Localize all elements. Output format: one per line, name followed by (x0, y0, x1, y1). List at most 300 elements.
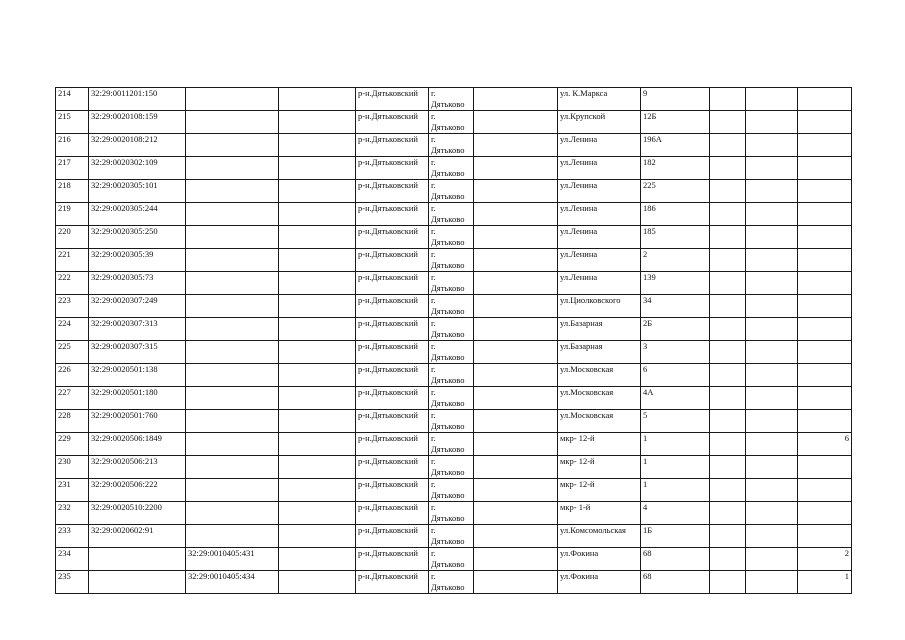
empty-cell (710, 410, 746, 433)
house-number-cell: 1 (641, 433, 710, 456)
parent-cadastral-number-cell (186, 157, 279, 180)
empty-cell (279, 571, 356, 594)
cadastral-number-cell: 32:29:0020602:91 (89, 525, 186, 548)
district-cell: р-н.Дятьковский (356, 548, 429, 571)
empty-cell (746, 203, 798, 226)
row-number-cell: 231 (56, 479, 89, 502)
empty-cell (474, 272, 558, 295)
street-cell: ул.Базарная (558, 341, 641, 364)
empty-cell (474, 479, 558, 502)
empty-cell (746, 249, 798, 272)
empty-cell (746, 295, 798, 318)
row-number-cell: 234 (56, 548, 89, 571)
district-cell: р-н.Дятьковский (356, 111, 429, 134)
city-prefix: г. (431, 226, 436, 236)
table-row (56, 180, 852, 203)
empty-cell (474, 341, 558, 364)
empty-cell (710, 387, 746, 410)
table-row (56, 571, 852, 594)
parent-cadastral-number-cell (186, 410, 279, 433)
empty-cell (710, 157, 746, 180)
city-prefix: г. (431, 203, 436, 213)
empty-cell (710, 111, 746, 134)
cadastral-number-cell: 32:29:0020305:73 (89, 272, 186, 295)
street-cell: ул.Ленина (558, 203, 641, 226)
cadastral-number-cell: 32:29:0020506:213 (89, 456, 186, 479)
district-cell: р-н.Дятьковский (356, 180, 429, 203)
house-number-cell: 225 (641, 180, 710, 203)
street-cell: ул.Ленина (558, 134, 641, 157)
empty-cell (746, 272, 798, 295)
table-row (56, 548, 852, 571)
parent-cadastral-number-cell: 32:29:0010405:431 (186, 548, 279, 571)
empty-cell (710, 203, 746, 226)
district-cell: р-н.Дятьковский (356, 249, 429, 272)
city-cell (429, 272, 474, 295)
cadastral-number-cell (89, 548, 186, 571)
parent-cadastral-number-cell (186, 433, 279, 456)
table-row (56, 341, 852, 364)
count-cell (798, 364, 852, 387)
empty-cell (746, 525, 798, 548)
empty-cell (279, 387, 356, 410)
empty-cell (746, 88, 798, 111)
house-number-cell: 4А (641, 387, 710, 410)
empty-cell (746, 387, 798, 410)
city-prefix: г. (431, 456, 436, 466)
empty-cell (474, 502, 558, 525)
empty-cell (710, 548, 746, 571)
empty-cell (710, 180, 746, 203)
street-cell: ул.Базарная (558, 318, 641, 341)
city-prefix: г. (431, 318, 436, 328)
district-cell: р-н.Дятьковский (356, 203, 429, 226)
table-row (56, 88, 852, 111)
street-cell: ул.Фокина (558, 548, 641, 571)
row-number-cell: 221 (56, 249, 89, 272)
parent-cadastral-number-cell (186, 525, 279, 548)
city-name: Дятьково (431, 306, 465, 316)
row-number-cell: 232 (56, 502, 89, 525)
street-cell: мкр- 12-й (558, 479, 641, 502)
street-cell: ул.Крупской (558, 111, 641, 134)
empty-cell (746, 157, 798, 180)
count-cell (798, 502, 852, 525)
row-number-cell: 216 (56, 134, 89, 157)
count-cell (798, 525, 852, 548)
city-name: Дятьково (431, 283, 465, 293)
row-number-cell: 230 (56, 456, 89, 479)
house-number-cell: 196А (641, 134, 710, 157)
city-name: Дятьково (431, 398, 465, 408)
city-name: Дятьково (431, 559, 465, 569)
parent-cadastral-number-cell (186, 318, 279, 341)
house-number-cell: 68 (641, 548, 710, 571)
empty-cell (710, 272, 746, 295)
district-cell: р-н.Дятьковский (356, 272, 429, 295)
empty-cell (279, 456, 356, 479)
row-number-cell: 235 (56, 571, 89, 594)
empty-cell (710, 571, 746, 594)
city-cell (429, 548, 474, 571)
count-cell (798, 410, 852, 433)
cadastral-number-cell: 32:29:0020108:212 (89, 134, 186, 157)
parent-cadastral-number-cell: 32:29:0010405:434 (186, 571, 279, 594)
city-name: Дятьково (431, 490, 465, 500)
empty-cell (474, 410, 558, 433)
empty-cell (746, 479, 798, 502)
empty-cell (710, 525, 746, 548)
row-number-cell: 229 (56, 433, 89, 456)
row-number-cell: 226 (56, 364, 89, 387)
empty-cell (279, 341, 356, 364)
table-row (56, 525, 852, 548)
city-cell (429, 341, 474, 364)
count-cell (798, 479, 852, 502)
table-row (56, 410, 852, 433)
row-number-cell: 218 (56, 180, 89, 203)
empty-cell (710, 502, 746, 525)
city-name: Дятьково (431, 122, 465, 132)
district-cell: р-н.Дятьковский (356, 341, 429, 364)
count-cell (798, 249, 852, 272)
street-cell: мкр- 12-й (558, 456, 641, 479)
house-number-cell: 186 (641, 203, 710, 226)
city-name: Дятьково (431, 260, 465, 270)
city-name: Дятьково (431, 536, 465, 546)
district-cell: р-н.Дятьковский (356, 88, 429, 111)
city-prefix: г. (431, 571, 436, 581)
house-number-cell: 3 (641, 341, 710, 364)
house-number-cell: 1 (641, 479, 710, 502)
parent-cadastral-number-cell (186, 111, 279, 134)
city-name: Дятьково (431, 329, 465, 339)
row-number-cell: 223 (56, 295, 89, 318)
street-cell: ул.Ленина (558, 272, 641, 295)
empty-cell (474, 295, 558, 318)
cadastral-number-cell: 32:29:0020302:109 (89, 157, 186, 180)
count-cell (798, 203, 852, 226)
city-name: Дятьково (431, 352, 465, 362)
empty-cell (710, 134, 746, 157)
empty-cell (710, 341, 746, 364)
row-number-cell: 215 (56, 111, 89, 134)
empty-cell (279, 502, 356, 525)
table-row (56, 272, 852, 295)
city-cell (429, 134, 474, 157)
city-name: Дятьково (431, 375, 465, 385)
district-cell: р-н.Дятьковский (356, 571, 429, 594)
city-cell (429, 203, 474, 226)
district-cell: р-н.Дятьковский (356, 134, 429, 157)
empty-cell (474, 88, 558, 111)
city-cell (429, 525, 474, 548)
city-cell (429, 433, 474, 456)
empty-cell (746, 226, 798, 249)
count-cell: 2 (798, 548, 852, 571)
city-cell (429, 571, 474, 594)
city-name: Дятьково (431, 513, 465, 523)
house-number-cell: 182 (641, 157, 710, 180)
table-row (56, 387, 852, 410)
cadastral-number-cell: 32:29:0020305:101 (89, 180, 186, 203)
house-number-cell: 1Б (641, 525, 710, 548)
house-number-cell: 9 (641, 88, 710, 111)
city-prefix: г. (431, 157, 436, 167)
table-row (56, 433, 852, 456)
empty-cell (710, 479, 746, 502)
cadastral-number-cell (89, 571, 186, 594)
empty-cell (279, 134, 356, 157)
table-row (56, 364, 852, 387)
count-cell (798, 456, 852, 479)
city-cell (429, 157, 474, 180)
city-name: Дятьково (431, 168, 465, 178)
empty-cell (474, 226, 558, 249)
parent-cadastral-number-cell (186, 180, 279, 203)
count-cell (798, 272, 852, 295)
district-cell: р-н.Дятьковский (356, 318, 429, 341)
registry-table-body (56, 88, 852, 594)
city-cell (429, 410, 474, 433)
city-name: Дятьково (431, 467, 465, 477)
city-prefix: г. (431, 111, 436, 121)
empty-cell (474, 203, 558, 226)
city-prefix: г. (431, 433, 436, 443)
street-cell: ул. К.Маркса (558, 88, 641, 111)
row-number-cell: 225 (56, 341, 89, 364)
row-number-cell: 222 (56, 272, 89, 295)
empty-cell (474, 387, 558, 410)
district-cell: р-н.Дятьковский (356, 295, 429, 318)
city-prefix: г. (431, 272, 436, 282)
city-name: Дятьково (431, 444, 465, 454)
parent-cadastral-number-cell (186, 502, 279, 525)
city-prefix: г. (431, 525, 436, 535)
empty-cell (279, 249, 356, 272)
city-cell (429, 226, 474, 249)
city-prefix: г. (431, 180, 436, 190)
empty-cell (279, 295, 356, 318)
empty-cell (746, 456, 798, 479)
city-prefix: г. (431, 387, 436, 397)
city-prefix: г. (431, 364, 436, 374)
empty-cell (474, 157, 558, 180)
empty-cell (279, 548, 356, 571)
city-cell (429, 318, 474, 341)
empty-cell (710, 249, 746, 272)
table-row (56, 318, 852, 341)
empty-cell (710, 318, 746, 341)
registry-table (55, 87, 852, 594)
street-cell: мкр- 12-й (558, 433, 641, 456)
cadastral-number-cell: 32:29:0020506:1849 (89, 433, 186, 456)
cadastral-number-cell: 32:29:0011201:150 (89, 88, 186, 111)
empty-cell (710, 88, 746, 111)
district-cell: р-н.Дятьковский (356, 226, 429, 249)
parent-cadastral-number-cell (186, 364, 279, 387)
house-number-cell: 4 (641, 502, 710, 525)
empty-cell (710, 364, 746, 387)
empty-cell (279, 318, 356, 341)
empty-cell (279, 88, 356, 111)
cadastral-number-cell: 32:29:0020501:138 (89, 364, 186, 387)
empty-cell (279, 203, 356, 226)
street-cell: ул.Московская (558, 387, 641, 410)
city-name: Дятьково (431, 582, 465, 592)
parent-cadastral-number-cell (186, 249, 279, 272)
row-number-cell: 219 (56, 203, 89, 226)
city-prefix: г. (431, 134, 436, 144)
empty-cell (279, 226, 356, 249)
district-cell: р-н.Дятьковский (356, 157, 429, 180)
cadastral-number-cell: 32:29:0020307:315 (89, 341, 186, 364)
city-cell (429, 295, 474, 318)
empty-cell (474, 456, 558, 479)
empty-cell (746, 180, 798, 203)
parent-cadastral-number-cell (186, 341, 279, 364)
district-cell: р-н.Дятьковский (356, 502, 429, 525)
row-number-cell: 227 (56, 387, 89, 410)
street-cell: мкр- 1-й (558, 502, 641, 525)
cadastral-number-cell: 32:29:0020307:313 (89, 318, 186, 341)
table-row (56, 157, 852, 180)
house-number-cell: 5 (641, 410, 710, 433)
parent-cadastral-number-cell (186, 456, 279, 479)
empty-cell (746, 111, 798, 134)
count-cell (798, 318, 852, 341)
table-row (56, 295, 852, 318)
empty-cell (474, 134, 558, 157)
empty-cell (746, 571, 798, 594)
empty-cell (474, 433, 558, 456)
table-row (56, 134, 852, 157)
count-cell (798, 295, 852, 318)
city-prefix: г. (431, 502, 436, 512)
street-cell: ул.Московская (558, 410, 641, 433)
house-number-cell: 12Б (641, 111, 710, 134)
city-prefix: г. (431, 295, 436, 305)
empty-cell (746, 502, 798, 525)
city-cell (429, 180, 474, 203)
house-number-cell: 185 (641, 226, 710, 249)
empty-cell (279, 525, 356, 548)
city-name: Дятьково (431, 145, 465, 155)
district-cell: р-н.Дятьковский (356, 387, 429, 410)
count-cell (798, 157, 852, 180)
city-prefix: г. (431, 410, 436, 420)
cadastral-number-cell: 32:29:0020305:244 (89, 203, 186, 226)
count-cell (798, 134, 852, 157)
empty-cell (474, 525, 558, 548)
city-prefix: г. (431, 341, 436, 351)
count-cell: 6 (798, 433, 852, 456)
empty-cell (474, 548, 558, 571)
row-number-cell: 228 (56, 410, 89, 433)
street-cell: ул.Комсомольская (558, 525, 641, 548)
count-cell: 1 (798, 571, 852, 594)
parent-cadastral-number-cell (186, 226, 279, 249)
row-number-cell: 217 (56, 157, 89, 180)
empty-cell (279, 433, 356, 456)
city-prefix: г. (431, 479, 436, 489)
count-cell (798, 226, 852, 249)
empty-cell (474, 111, 558, 134)
cadastral-number-cell: 32:29:0020307:249 (89, 295, 186, 318)
empty-cell (279, 111, 356, 134)
cadastral-number-cell: 32:29:0020501:180 (89, 387, 186, 410)
empty-cell (746, 410, 798, 433)
row-number-cell: 214 (56, 88, 89, 111)
empty-cell (746, 548, 798, 571)
street-cell: ул.Московская (558, 364, 641, 387)
table-row (56, 479, 852, 502)
count-cell (798, 387, 852, 410)
table-row (56, 249, 852, 272)
house-number-cell: 34 (641, 295, 710, 318)
city-cell (429, 502, 474, 525)
city-name: Дятьково (431, 237, 465, 247)
house-number-cell: 1 (641, 456, 710, 479)
district-cell: р-н.Дятьковский (356, 456, 429, 479)
document-sheet (55, 87, 852, 594)
house-number-cell: 2 (641, 249, 710, 272)
house-number-cell: 2Б (641, 318, 710, 341)
city-cell (429, 88, 474, 111)
house-number-cell: 68 (641, 571, 710, 594)
empty-cell (710, 295, 746, 318)
city-name: Дятьково (431, 421, 465, 431)
parent-cadastral-number-cell (186, 88, 279, 111)
row-number-cell: 233 (56, 525, 89, 548)
empty-cell (746, 433, 798, 456)
parent-cadastral-number-cell (186, 134, 279, 157)
row-number-cell: 224 (56, 318, 89, 341)
empty-cell (279, 272, 356, 295)
table-row (56, 111, 852, 134)
empty-cell (710, 226, 746, 249)
empty-cell (746, 318, 798, 341)
street-cell: ул.Ленина (558, 157, 641, 180)
empty-cell (279, 180, 356, 203)
district-cell: р-н.Дятьковский (356, 410, 429, 433)
row-number-cell: 220 (56, 226, 89, 249)
city-prefix: г. (431, 249, 436, 259)
table-row (56, 456, 852, 479)
street-cell: ул.Ленина (558, 226, 641, 249)
table-row (56, 226, 852, 249)
empty-cell (474, 364, 558, 387)
city-prefix: г. (431, 88, 436, 98)
empty-cell (710, 456, 746, 479)
empty-cell (279, 410, 356, 433)
table-row (56, 203, 852, 226)
city-cell (429, 456, 474, 479)
cadastral-number-cell: 32:29:0020305:250 (89, 226, 186, 249)
house-number-cell: 139 (641, 272, 710, 295)
empty-cell (474, 249, 558, 272)
table-row (56, 502, 852, 525)
empty-cell (474, 180, 558, 203)
city-cell (429, 387, 474, 410)
city-cell (429, 364, 474, 387)
count-cell (798, 88, 852, 111)
city-cell (429, 111, 474, 134)
empty-cell (746, 364, 798, 387)
city-cell (429, 249, 474, 272)
empty-cell (746, 134, 798, 157)
empty-cell (746, 341, 798, 364)
